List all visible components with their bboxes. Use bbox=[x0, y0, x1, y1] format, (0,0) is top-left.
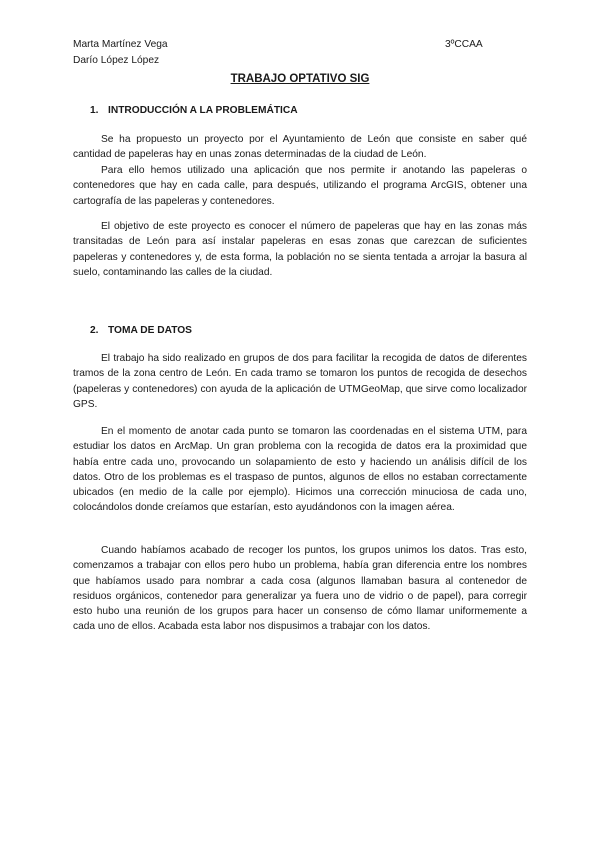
section-heading bbox=[90, 103, 298, 118]
paragraph: Para ello hemos utilizado una aplicación que nos permite ir anotando las papeleras o contenedores que hay en cada calle, para después, utilizando el programa ArcGIS, obtener una cartografía de las papeleras y contenedores. bbox=[73, 165, 527, 207]
author-block bbox=[73, 37, 168, 69]
document-title: TRABAJO OPTATIVO SIG bbox=[230, 73, 370, 85]
paragraph: Cuando habíamos acabado de recoger los puntos, los grupos unimos los datos. Tras esto, comenzamos a trabajar con ellos pero hubo un problema, había gran diferencia entre los nombres que habíamos usado para nombrar a cada cosa (algunos llamaban basura al contenedor de residuos orgánicos, contenedor para generalizar ya fuera uno de vidrio o de papel), para corregir esto hubo una reunión de los grupos para hacer un consenso de cómo llamar uniformemente a cada uno de ellos. Acabada esta labor nos dispusimos a trabajar con los datos. bbox=[73, 545, 527, 633]
paragraph: En el momento de anotar cada punto se tomaron las coordenadas en el sistema UTM, para estudiar los datos en ArcMap. Un gran problema con la recogida de datos era la proximidad que había entre cada uno, provocando un solapamiento de esto y haciendo un análisis difícil de los datos. Otro de los problemas es el traspaso de puntos, algunos de ellos no estaban correctamente ubicados (en medio de la calle por ejemplo). Hicimos una corrección minuciosa de cada uno, colocándolos donde creíamos que estarían, esto ayudándonos con la imagen aérea. bbox=[73, 426, 527, 514]
section-number: 1. bbox=[90, 105, 99, 116]
paragraph: El trabajo ha sido realizado en grupos de dos para facilitar la recogida de datos de diferentes tramos de la zona centro de León. En cada tramo se tomaron los puntos de recogida de desechos (papeleras y contenedores) con ayuda de la aplicación de UTMGeoMap, que sirve como localizador GPS. bbox=[73, 353, 527, 410]
author-name: Darío López López bbox=[73, 55, 160, 66]
paragraph: El objetivo de este proyecto es conocer el número de papeleras que hay en las zonas más transitadas de León para así instalar papeleras en esas zonas que carezcan de suficientes papeleras y contenedores y, de esta forma, la población no se sienta tentada a arrojar la basura al suelo, contaminando las calles de la ciudad. bbox=[73, 221, 527, 278]
section-title: TOMA DE DATOS bbox=[108, 325, 192, 336]
section-number: 2. bbox=[90, 325, 99, 336]
section-heading bbox=[90, 323, 192, 338]
paragraph: Se ha propuesto un proyecto por el Ayuntamiento de León que consiste en saber qué cantidad de papeleras hay en unas zonas determinadas de la ciudad de León. bbox=[73, 134, 527, 161]
course-label: 3ºCCAA bbox=[445, 39, 483, 50]
section-title: INTRODUCCIÓN A LA PROBLEMÁTICA bbox=[108, 105, 298, 116]
author-name: Marta Martínez Vega bbox=[73, 39, 168, 50]
